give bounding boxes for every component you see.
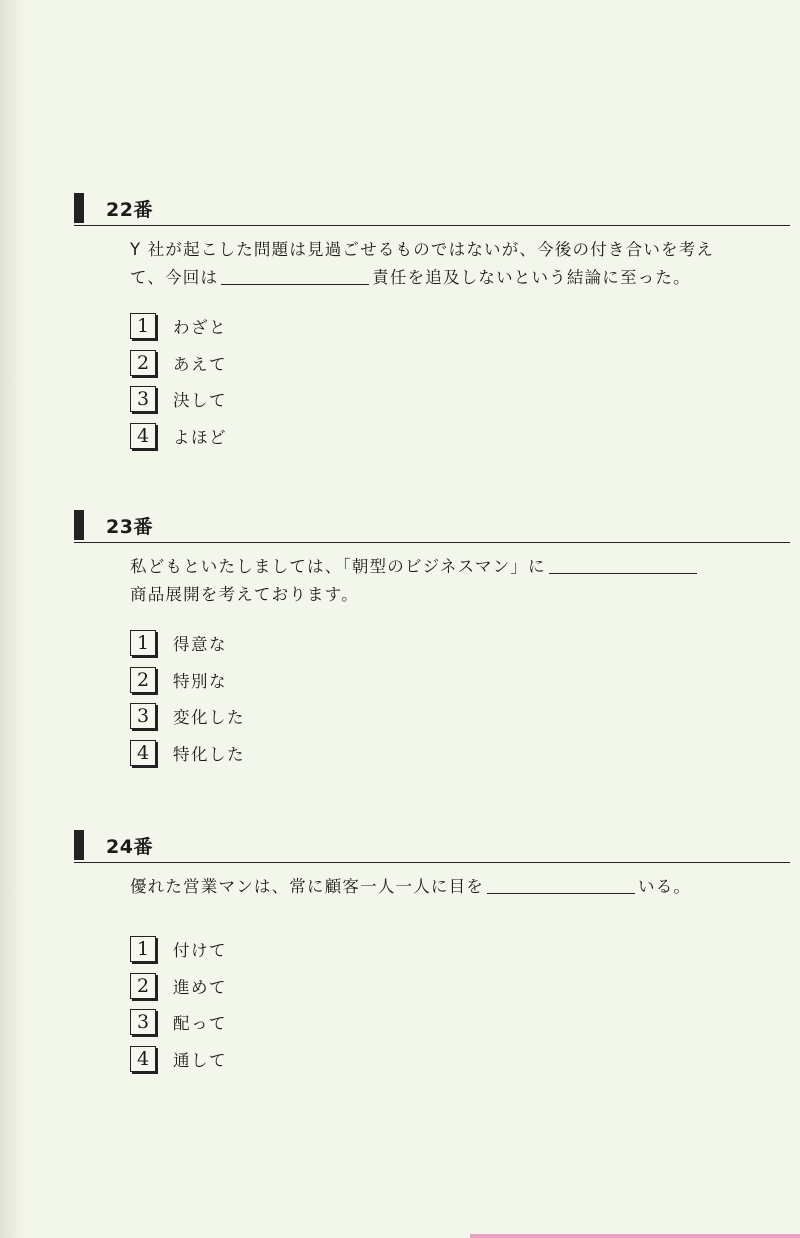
problem-number: 23番	[106, 516, 153, 538]
option-2[interactable]	[130, 345, 790, 382]
option-label: 得意な	[173, 635, 227, 655]
option-number-box: 1	[130, 313, 156, 339]
option-label: 変化した	[173, 708, 245, 728]
question-text	[130, 873, 770, 901]
question-text	[130, 553, 770, 609]
answer-options	[130, 625, 790, 771]
option-label: 通して	[173, 1050, 227, 1070]
option-label: 進めて	[173, 977, 227, 997]
option-number-box: 4	[130, 1046, 156, 1072]
problem-24	[74, 828, 790, 1077]
header-marker	[74, 510, 84, 540]
answer-blank	[221, 266, 369, 285]
header-marker	[74, 193, 84, 223]
option-label: わざと	[173, 318, 227, 338]
option-label: よほど	[173, 427, 227, 447]
header-marker	[74, 830, 84, 860]
answer-options	[130, 931, 790, 1077]
option-label: 決して	[173, 391, 227, 411]
option-number-box: 2	[130, 973, 156, 999]
option-label: あえて	[173, 354, 227, 374]
question-segment: 責任を追及しないという結論に至った。	[372, 268, 691, 287]
question-segment: て、今回は	[130, 268, 219, 287]
question-line: Y 社が起こした問題は見過ごせるものではないが、今後の付き合いを考え	[130, 240, 715, 259]
option-number-box: 4	[130, 423, 156, 449]
page-gutter	[0, 0, 26, 1238]
answer-blank	[549, 555, 697, 574]
answer-options	[130, 308, 790, 454]
problem-number: 24番	[106, 836, 153, 858]
option-3[interactable]	[130, 1004, 790, 1041]
question-segment: いる。	[638, 877, 692, 896]
option-number-box: 3	[130, 1009, 156, 1035]
page-edge-stripe	[470, 1234, 800, 1238]
problem-header	[74, 508, 790, 543]
option-label: 特化した	[173, 744, 245, 764]
option-2[interactable]	[130, 662, 790, 699]
option-1[interactable]	[130, 625, 790, 662]
option-label: 特別な	[173, 671, 227, 691]
question-line	[130, 264, 770, 292]
problem-23	[74, 508, 790, 771]
option-3[interactable]	[130, 381, 790, 418]
option-3[interactable]	[130, 698, 790, 735]
option-number-box: 3	[130, 703, 156, 729]
question-line	[130, 873, 770, 901]
question-line: 商品展開を考えております。	[130, 585, 359, 604]
option-number-box: 3	[130, 386, 156, 412]
question-segment: 私どもといたしましては、「朝型のビジネスマン」に	[130, 557, 546, 576]
problem-22	[74, 191, 790, 454]
problem-header	[74, 828, 790, 863]
option-label: 配って	[173, 1014, 227, 1034]
option-number-box: 1	[130, 936, 156, 962]
answer-blank	[487, 875, 635, 894]
option-number-box: 1	[130, 630, 156, 656]
question-text	[130, 236, 770, 292]
option-4[interactable]	[130, 418, 790, 455]
option-1[interactable]	[130, 308, 790, 345]
option-label: 付けて	[173, 941, 227, 961]
problem-header	[74, 191, 790, 226]
option-number-box: 2	[130, 667, 156, 693]
option-1[interactable]	[130, 931, 790, 968]
option-number-box: 2	[130, 350, 156, 376]
option-4[interactable]	[130, 1041, 790, 1078]
question-segment: 優れた営業マンは、常に顧客一人一人に目を	[130, 877, 484, 896]
option-2[interactable]	[130, 968, 790, 1005]
option-4[interactable]	[130, 735, 790, 772]
problem-number: 22番	[106, 199, 153, 221]
question-line	[130, 553, 770, 581]
option-number-box: 4	[130, 740, 156, 766]
